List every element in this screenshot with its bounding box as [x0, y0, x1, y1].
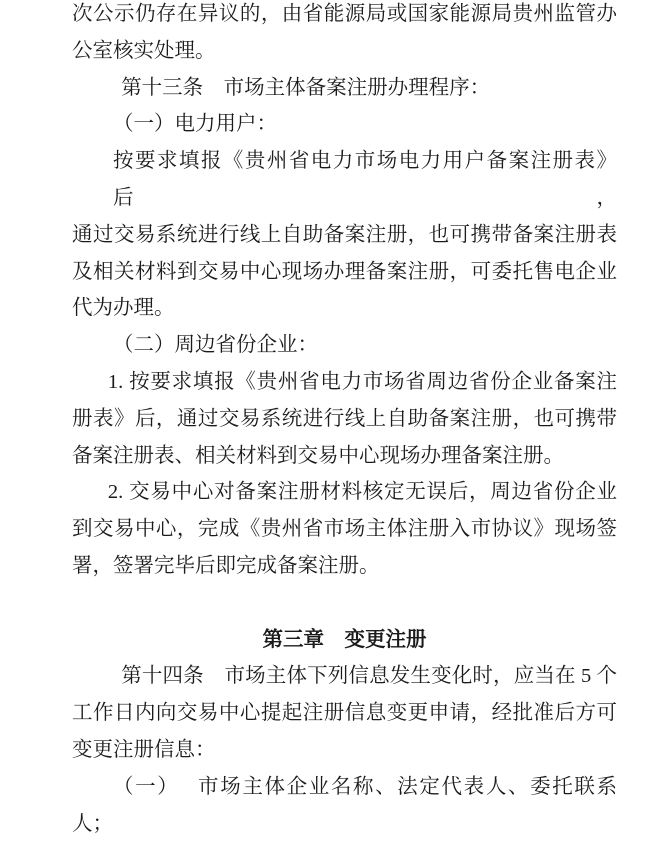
- text-line: 按要求填报《贵州省电力市场电力用户备案注册表》后，: [113, 150, 617, 209]
- text-line: 次公示仍存在异议的，由省能源局或国家能源局贵州监管办: [72, 3, 617, 25]
- text-line: 第十四条 市场主体下列信息发生变化时，应当在 5 个: [121, 665, 617, 688]
- text-line: （一） 市场主体企业名称、法定代表人、委托联系: [113, 775, 617, 798]
- blank-line: [72, 585, 617, 622]
- text-line: 第十三条 市场主体备案注册办理程序：: [121, 76, 491, 99]
- text-line: （二）周边省份企业：: [113, 334, 318, 357]
- text-line: 公室核实处理。: [72, 39, 216, 62]
- text-line: 变更注册信息：: [72, 738, 216, 761]
- text-line: 到交易中心，完成《贵州省市场主体注册入市协议》现场签: [72, 518, 617, 541]
- text-line: 册表》后，通过交易系统进行线上自助备案注册，也可携带: [72, 407, 617, 430]
- text-line: 署，签署完毕后即完成备案注册。: [72, 554, 380, 577]
- chapter-heading: 第三章 变更注册: [262, 628, 427, 651]
- text-line: 通过交易系统进行线上自助备案注册，也可携带备案注册表: [72, 223, 617, 246]
- text-line: 及相关材料到交易中心现场办理备案注册，可委托售电企业: [72, 260, 617, 283]
- text-line: 2. 交易中心对备案注册材料核定无误后，周边省份企业: [107, 481, 617, 504]
- text-line: 工作日内向交易中心提起注册信息变更申请，经批准后方可: [72, 702, 617, 725]
- text-line: 代为办理。: [72, 297, 175, 320]
- text-line: （一）电力用户：: [113, 113, 277, 136]
- text-line: 人；: [72, 812, 113, 835]
- text-line: 1. 按要求填报《贵州省电力市场省周边省份企业备案注: [107, 370, 617, 393]
- text-line: 备案注册表、相关材料到交易中心现场办理备案注册。: [72, 444, 564, 467]
